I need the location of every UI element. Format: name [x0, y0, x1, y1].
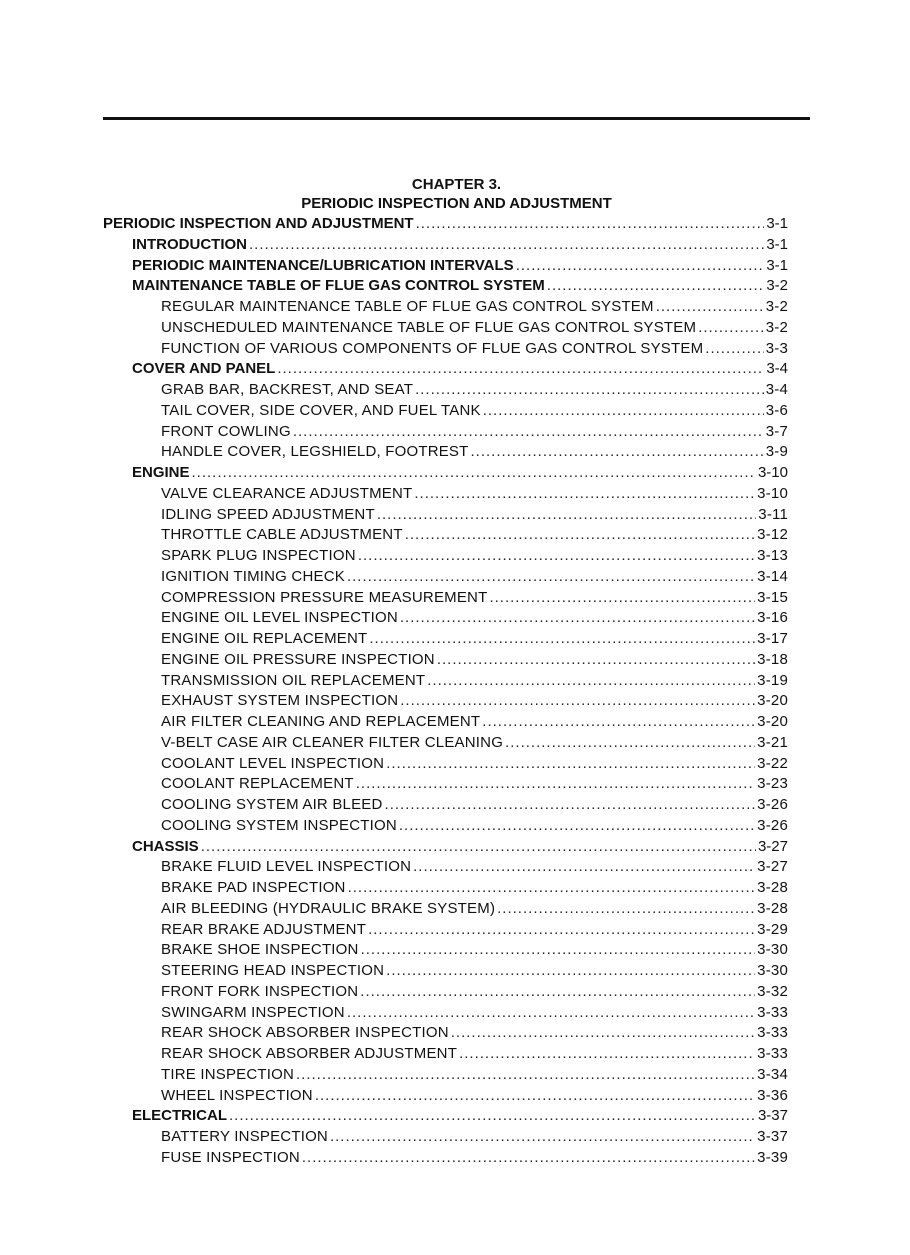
- dot-leader: [483, 401, 764, 422]
- dot-leader: [385, 795, 756, 816]
- toc-entry-title: FUSE INSPECTION: [161, 1148, 300, 1166]
- dot-leader: [399, 816, 755, 837]
- dot-leader: [229, 1106, 756, 1127]
- toc-entry-page: 3-7: [765, 422, 788, 440]
- dot-leader: [451, 1023, 755, 1044]
- toc-entry-title: REAR SHOCK ABSORBER ADJUSTMENT: [161, 1045, 458, 1062]
- toc-entry-title: FRONT FORK INSPECTION: [161, 982, 359, 1000]
- dot-leader: [547, 276, 765, 297]
- toc-entry-page: 3-15: [757, 588, 788, 606]
- dot-leader: [302, 1148, 755, 1169]
- toc-entry-title: STEERING HEAD INSPECTION: [161, 962, 385, 979]
- toc-entry-title: COOLING SYSTEM INSPECTION: [161, 816, 397, 834]
- toc-entry-title: REGULAR MAINTENANCE TABLE OF FLUE GAS CONTROL SYSTEM: [161, 298, 654, 315]
- toc-entry-title: COOLING SYSTEM AIR BLEED: [161, 796, 383, 813]
- dot-leader: [497, 899, 755, 920]
- toc-entry: [103, 318, 788, 339]
- toc-entry: [103, 712, 788, 733]
- dot-leader: [330, 1127, 755, 1148]
- toc-entry: [103, 899, 788, 920]
- toc-entry-page: 3-27: [757, 837, 788, 855]
- dot-leader: [249, 235, 764, 256]
- dot-leader: [368, 920, 755, 941]
- dot-leader: [400, 608, 755, 629]
- toc-entry: [103, 1023, 788, 1044]
- toc-entry-page: 3-2: [765, 318, 788, 336]
- dot-leader: [347, 567, 755, 588]
- toc-entry: [103, 1003, 788, 1024]
- dot-leader: [361, 940, 756, 961]
- toc-entry: [103, 982, 788, 1003]
- toc-entry-title: IGNITION TIMING CHECK: [161, 567, 345, 585]
- toc-entry-page: 3-28: [757, 899, 788, 917]
- toc-entry-title: AIR BLEEDING (HYDRAULIC BRAKE SYSTEM): [161, 899, 496, 917]
- toc-entry: [103, 940, 788, 961]
- toc-entry-title: HANDLE COVER, LEGSHIELD, FOOTREST: [161, 443, 469, 461]
- dot-leader: [192, 463, 756, 484]
- toc-entry: [103, 1148, 788, 1169]
- toc-entry-page: 3-10: [757, 484, 788, 502]
- toc-entry: [103, 297, 788, 318]
- toc-entry: [103, 1127, 788, 1148]
- dot-leader: [489, 588, 755, 609]
- toc-entry: [103, 463, 788, 484]
- toc-entry: [103, 1065, 788, 1086]
- toc-entry-page: 3-33: [757, 1024, 788, 1042]
- dot-leader: [347, 1003, 755, 1024]
- dot-leader: [471, 442, 764, 463]
- dot-leader: [348, 878, 756, 899]
- toc-entry: [103, 214, 788, 235]
- toc-entry-page: 3-14: [757, 567, 788, 585]
- toc-entry: [103, 276, 788, 297]
- toc-entry-page: 3-12: [757, 526, 788, 544]
- toc-entry: [103, 837, 788, 858]
- toc-entry-title: IDLING SPEED ADJUSTMENT: [161, 505, 375, 523]
- toc-entry-page: 3-10: [757, 464, 788, 481]
- table-of-contents: [103, 214, 788, 1169]
- toc-entry: [103, 339, 788, 360]
- toc-entry-title: CHASSIS: [132, 837, 199, 855]
- dot-leader: [277, 359, 764, 380]
- toc-entry-page: 3-36: [757, 1086, 788, 1104]
- dot-leader: [386, 754, 755, 775]
- toc-entry: [103, 857, 788, 878]
- toc-entry: [103, 1044, 788, 1065]
- toc-entry-title: INTRODUCTION: [132, 235, 247, 253]
- toc-entry-page: 3-33: [757, 1003, 788, 1021]
- toc-entry-title: WHEEL INSPECTION: [161, 1086, 313, 1104]
- toc-entry-page: 3-1: [766, 256, 788, 274]
- toc-entry-page: 3-4: [765, 381, 788, 398]
- dot-leader: [201, 837, 756, 858]
- toc-entry-title: COMPRESSION PRESSURE MEASUREMENT: [161, 588, 488, 606]
- toc-entry: [103, 733, 788, 754]
- toc-entry-page: 3-37: [757, 1107, 788, 1125]
- toc-entry-page: 3-16: [757, 609, 788, 627]
- toc-entry-title: COOLANT REPLACEMENT: [161, 775, 354, 793]
- toc-entry: [103, 754, 788, 775]
- toc-entry-title: ENGINE OIL REPLACEMENT: [161, 630, 368, 647]
- toc-entry-page: 3-23: [757, 775, 788, 793]
- toc-entry: [103, 816, 788, 837]
- toc-entry-page: 3-34: [757, 1065, 788, 1083]
- toc-entry: [103, 588, 788, 609]
- dot-leader: [698, 318, 764, 339]
- dot-leader: [315, 1086, 755, 1107]
- dot-leader: [482, 712, 755, 733]
- toc-entry-page: 3-27: [757, 858, 788, 876]
- toc-entry-title: FRONT COWLING: [161, 422, 291, 440]
- toc-entry-title: SPARK PLUG INSPECTION: [161, 547, 356, 564]
- dot-leader: [296, 1065, 755, 1086]
- toc-entry: [103, 256, 788, 277]
- toc-entry-title: GRAB BAR, BACKREST, AND SEAT: [161, 381, 414, 398]
- dot-leader: [416, 214, 765, 235]
- toc-entry: [103, 878, 788, 899]
- toc-entry: [103, 774, 788, 795]
- toc-entry: [103, 422, 788, 443]
- toc-entry: [103, 525, 788, 546]
- toc-entry-title: REAR SHOCK ABSORBER INSPECTION: [161, 1024, 449, 1042]
- dot-leader: [705, 339, 763, 360]
- dot-leader: [386, 961, 755, 982]
- toc-entry-title: UNSCHEDULED MAINTENANCE TABLE OF FLUE GAS CONTROL SYSTEM: [161, 318, 697, 336]
- toc-entry: [103, 484, 788, 505]
- toc-entry: [103, 1106, 788, 1127]
- toc-entry-page: 3-2: [765, 298, 788, 315]
- toc-entry-title: THROTTLE CABLE ADJUSTMENT: [161, 526, 403, 544]
- dot-leader: [413, 857, 755, 878]
- toc-entry: [103, 546, 788, 567]
- dot-leader: [400, 691, 755, 712]
- dot-leader: [415, 380, 764, 401]
- toc-entry-title: PERIODIC INSPECTION AND ADJUSTMENT: [103, 215, 414, 232]
- dot-leader: [505, 733, 755, 754]
- toc-entry-title: FUNCTION OF VARIOUS COMPONENTS OF FLUE GAS CONTROL SYSTEM: [161, 339, 704, 357]
- toc-entry-title: ENGINE OIL LEVEL INSPECTION: [161, 609, 398, 627]
- toc-entry-title: BRAKE SHOE INSPECTION: [161, 941, 359, 959]
- toc-entry: [103, 671, 788, 692]
- toc-entry-title: TIRE INSPECTION: [161, 1065, 295, 1083]
- toc-entry-title: ELECTRICAL: [132, 1107, 227, 1125]
- toc-entry-page: 3-29: [757, 920, 788, 938]
- toc-entry-page: 3-20: [757, 692, 788, 710]
- toc-entry-page: 3-2: [766, 277, 788, 295]
- toc-entry-title: COVER AND PANEL: [132, 360, 276, 378]
- toc-entry-page: 3-19: [757, 671, 788, 689]
- toc-entry-page: 3-39: [757, 1148, 788, 1166]
- dot-leader: [437, 650, 755, 671]
- toc-entry: [103, 608, 788, 629]
- toc-entry-title: REAR BRAKE ADJUSTMENT: [161, 920, 367, 938]
- dot-leader: [427, 671, 755, 692]
- toc-entry-title: TAIL COVER, SIDE COVER, AND FUEL TANK: [161, 401, 481, 419]
- dot-leader: [516, 256, 765, 277]
- toc-entry: [103, 650, 788, 671]
- toc-entry-page: 3-17: [757, 630, 788, 647]
- toc-entry-page: 3-30: [757, 941, 788, 959]
- dot-leader: [293, 422, 764, 443]
- dot-leader: [459, 1044, 755, 1065]
- toc-entry-title: AIR FILTER CLEANING AND REPLACEMENT: [161, 713, 481, 730]
- toc-entry-page: 3-6: [765, 401, 788, 419]
- dot-leader: [356, 774, 755, 795]
- toc-entry-title: EXHAUST SYSTEM INSPECTION: [161, 692, 399, 710]
- dot-leader: [405, 525, 755, 546]
- toc-entry-page: 3-4: [766, 360, 788, 378]
- toc-entry-title: MAINTENANCE TABLE OF FLUE GAS CONTROL SYSTEM: [132, 277, 545, 295]
- toc-entry-title: COOLANT LEVEL INSPECTION: [161, 754, 385, 772]
- toc-entry: [103, 961, 788, 982]
- toc-entry: [103, 920, 788, 941]
- toc-entry-page: 3-26: [757, 816, 788, 834]
- toc-entry: [103, 401, 788, 422]
- header-rule: [103, 117, 810, 120]
- toc-entry: [103, 1086, 788, 1107]
- toc-entry-title: ENGINE OIL PRESSURE INSPECTION: [161, 650, 435, 668]
- toc-entry-title: TRANSMISSION OIL REPLACEMENT: [161, 671, 426, 689]
- toc-entry-title: BATTERY INSPECTION: [161, 1128, 328, 1145]
- toc-entry-page: 3-26: [757, 796, 788, 813]
- toc-entry-page: 3-33: [757, 1045, 788, 1062]
- toc-entry-page: 3-1: [766, 215, 788, 232]
- toc-entry: [103, 235, 788, 256]
- toc-entry-page: 3-18: [757, 650, 788, 668]
- dot-leader: [414, 484, 755, 505]
- toc-entry-page: 3-9: [765, 443, 788, 461]
- toc-entry-title: PERIODIC MAINTENANCE/LUBRICATION INTERVALS: [132, 256, 514, 274]
- toc-entry: [103, 629, 788, 650]
- toc-entry: [103, 442, 788, 463]
- toc-entry-page: 3-37: [757, 1128, 788, 1145]
- toc-entry-title: SWINGARM INSPECTION: [161, 1003, 345, 1021]
- toc-entry-title: BRAKE FLUID LEVEL INSPECTION: [161, 858, 412, 876]
- toc-entry-page: 3-11: [758, 505, 788, 523]
- toc-entry: [103, 380, 788, 401]
- chapter-title: PERIODIC INSPECTION AND ADJUSTMENT: [301, 195, 612, 212]
- toc-entry-title: VALVE CLEARANCE ADJUSTMENT: [161, 484, 413, 502]
- toc-entry-page: 3-20: [757, 713, 788, 730]
- toc-entry: [103, 359, 788, 380]
- chapter-label: CHAPTER 3.: [411, 176, 502, 193]
- dot-leader: [369, 629, 755, 650]
- toc-entry-page: 3-32: [757, 982, 788, 1000]
- toc-entry: [103, 505, 788, 526]
- dot-leader: [358, 546, 755, 567]
- toc-entry-page: 3-13: [757, 547, 788, 564]
- dot-leader: [656, 297, 764, 318]
- toc-entry-title: ENGINE: [132, 464, 190, 481]
- toc-entry: [103, 691, 788, 712]
- toc-entry-title: BRAKE PAD INSPECTION: [161, 879, 346, 896]
- toc-entry: [103, 795, 788, 816]
- toc-entry-page: 3-30: [757, 962, 788, 979]
- dot-leader: [360, 982, 755, 1003]
- toc-entry-page: 3-21: [757, 733, 788, 751]
- toc-entry-page: 3-3: [765, 339, 788, 357]
- toc-entry: [103, 567, 788, 588]
- toc-entry-title: V-BELT CASE AIR CLEANER FILTER CLEANING: [161, 733, 504, 751]
- toc-entry-page: 3-22: [757, 754, 788, 772]
- dot-leader: [377, 505, 756, 526]
- toc-entry-page: 3-1: [766, 235, 788, 253]
- toc-entry-page: 3-28: [757, 879, 788, 896]
